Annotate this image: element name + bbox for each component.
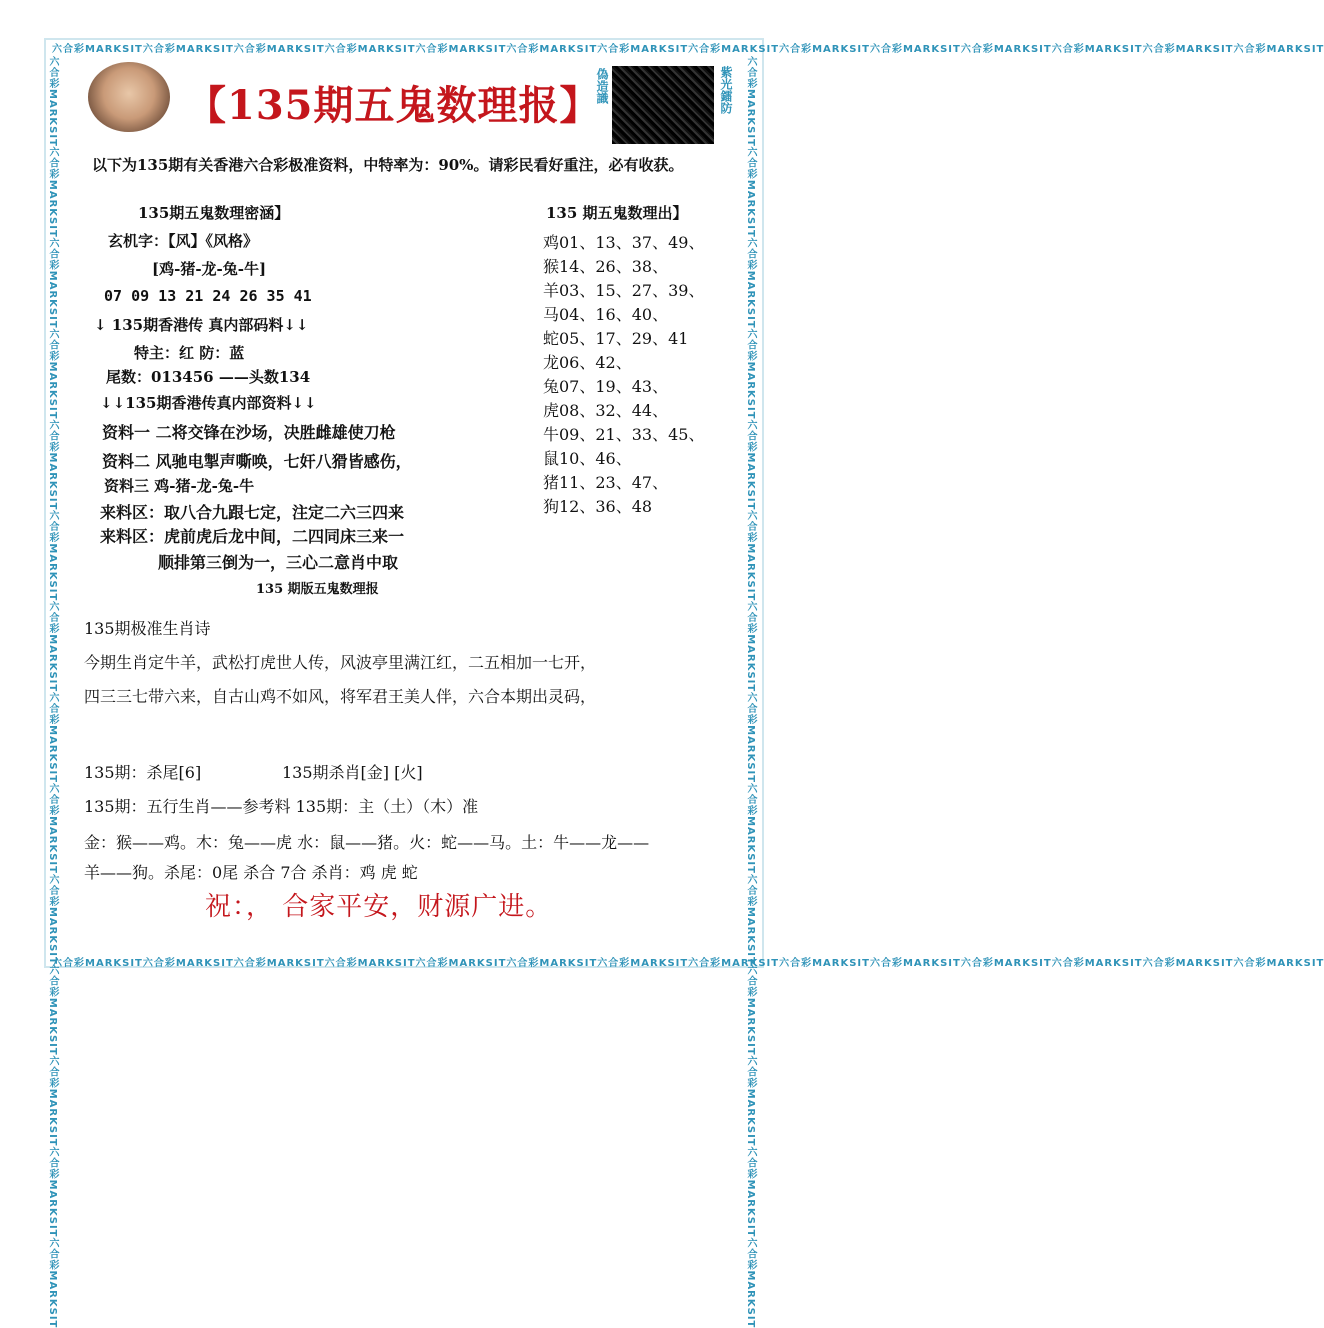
special-color: 特主：红 防：蓝: [134, 344, 245, 362]
data-line-1: 资料一 二将交锋在沙场，决胜雌雄使刀枪: [102, 423, 396, 442]
hk-heading-2: ↓↓135期香港传真内部资料↓↓: [100, 394, 317, 412]
zodiac-row: 蛇05、17、29、41: [543, 329, 689, 348]
zodiac-row: 鸡01、13、37、49、: [543, 233, 705, 252]
border-strip-right: 六合彩MARKSIT六合彩MARKSIT六合彩MARKSIT六合彩MARKSIT六合彩MARKSIT六合彩MARKSIT六合彩MARKSIT六合彩MARKSIT六合彩MARKSIT六合彩MARKSIT六合彩MARKSIT六合彩MARKSIT六合彩MARKSIT六合彩MARKSIT: [745, 56, 756, 1328]
riddle-text: 玄机字：【风】《风格》: [108, 232, 259, 250]
area-line-2: 来料区：虎前虎后龙中间，二四同床三来一: [100, 527, 405, 546]
poem-line-1: 今期生肖定牛羊，武松打虎世人传，风波亭里满江红，二五相加一七开，: [84, 653, 597, 672]
zodiac-row: 牛09、21、33、45、: [543, 425, 705, 444]
border-strip-left: 六合彩MARKSIT六合彩MARKSIT六合彩MARKSIT六合彩MARKSIT六合彩MARKSIT六合彩MARKSIT六合彩MARKSIT六合彩MARKSIT六合彩MARKSIT六合彩MARKSIT六合彩MARKSIT六合彩MARKSIT六合彩MARKSIT六合彩MARKSIT: [47, 56, 58, 1328]
zodiac-row: 猪11、23、47、: [543, 473, 669, 492]
elements-line-2: 羊——狗。杀尾：0尾 杀合 7合 杀肖：鸡 虎 蛇: [84, 863, 418, 882]
zodiac-set: [鸡-猪-龙-兔-牛]: [152, 260, 267, 278]
blessing-text: 祝：， 合家平安，财源广进。: [205, 892, 553, 922]
zodiac-row: 鼠10、46、: [543, 449, 632, 468]
zodiac-row: 兔07、19、43、: [543, 377, 669, 396]
zodiac-row: 猴14、26、38、: [543, 257, 669, 276]
zodiac-row: 马04、16、40、: [543, 305, 669, 324]
border-strip-bottom: 六合彩MARKSIT六合彩MARKSIT六合彩MARKSIT六合彩MARKSIT六合彩MARKSIT六合彩MARKSIT六合彩MARKSIT六合彩MARKSIT六合彩MARKSIT六合彩MARKSIT六合彩MARKSIT六合彩MARKSIT六合彩MARKSIT六合彩MARKSIT: [52, 958, 1324, 969]
zodiac-row: 狗12、36、48: [543, 497, 653, 516]
data-line-3: 资料三 鸡-猪-龙-兔-牛: [104, 477, 255, 495]
page-title: 【135期五鬼数理报】: [186, 82, 601, 129]
anti-counterfeit-label-left: 偽造識: [595, 68, 609, 104]
tail-numbers: 尾数：013456 ——头数134: [106, 368, 311, 386]
zodiac-row: 龙06、42、: [543, 353, 632, 372]
poem-heading: 135期极准生肖诗: [84, 619, 211, 638]
area-line-3: 顺排第三倒为一，三心二意肖中取: [158, 553, 399, 572]
portrait-image: [88, 62, 170, 132]
area-line-1: 来料区：取八合九跟七定，注定二六三四来: [100, 503, 405, 522]
data-line-2: 资料二 风驰电掣声嘶唤，七奸八猾皆感伤，: [102, 452, 412, 471]
border-strip-top: 六合彩MARKSIT六合彩MARKSIT六合彩MARKSIT六合彩MARKSIT六合彩MARKSIT六合彩MARKSIT六合彩MARKSIT六合彩MARKSIT六合彩MARKSIT六合彩MARKSIT六合彩MARKSIT六合彩MARKSIT六合彩MARKSIT六合彩MARKSIT: [52, 44, 1324, 55]
elements-line-1: 金：猴——鸡。木：兔——虎 水：鼠——猪。火：蛇——马。土：牛——龙——: [84, 833, 650, 852]
zodiac-row: 虎08、32、44、: [543, 401, 669, 420]
intro-text: 以下为135期有关香港六合彩极准资料，中特率为：90%。请彩民看好重注，必有收获。: [92, 156, 684, 174]
kill-zodiac: 135期杀肖[金] [火]: [282, 763, 423, 782]
left-panel-footer: 135 期版五鬼数理报: [256, 582, 379, 597]
poem-line-2: 四三三七带六来，自古山鸡不如风，将军君王美人伴，六合本期出灵码，: [84, 687, 597, 706]
left-panel-heading: 135期五鬼数理密涵】: [138, 204, 290, 222]
anti-counterfeit-label-right: 紫光鐳防: [719, 66, 733, 114]
zodiac-row: 羊03、15、27、39、: [543, 281, 705, 300]
security-code-image: [612, 66, 714, 144]
hk-heading-1: ↓ 135期香港传 真内部码料↓↓: [94, 316, 309, 334]
wuxing-line: 135期：五行生肖——参考料 135期：主（土）（木）准: [84, 797, 479, 816]
kill-tail: 135期：杀尾[6]: [84, 763, 202, 782]
right-panel-heading: 135 期五鬼数理出】: [546, 204, 688, 222]
lucky-numbers: 07 09 13 21 24 26 35 41: [104, 287, 312, 305]
